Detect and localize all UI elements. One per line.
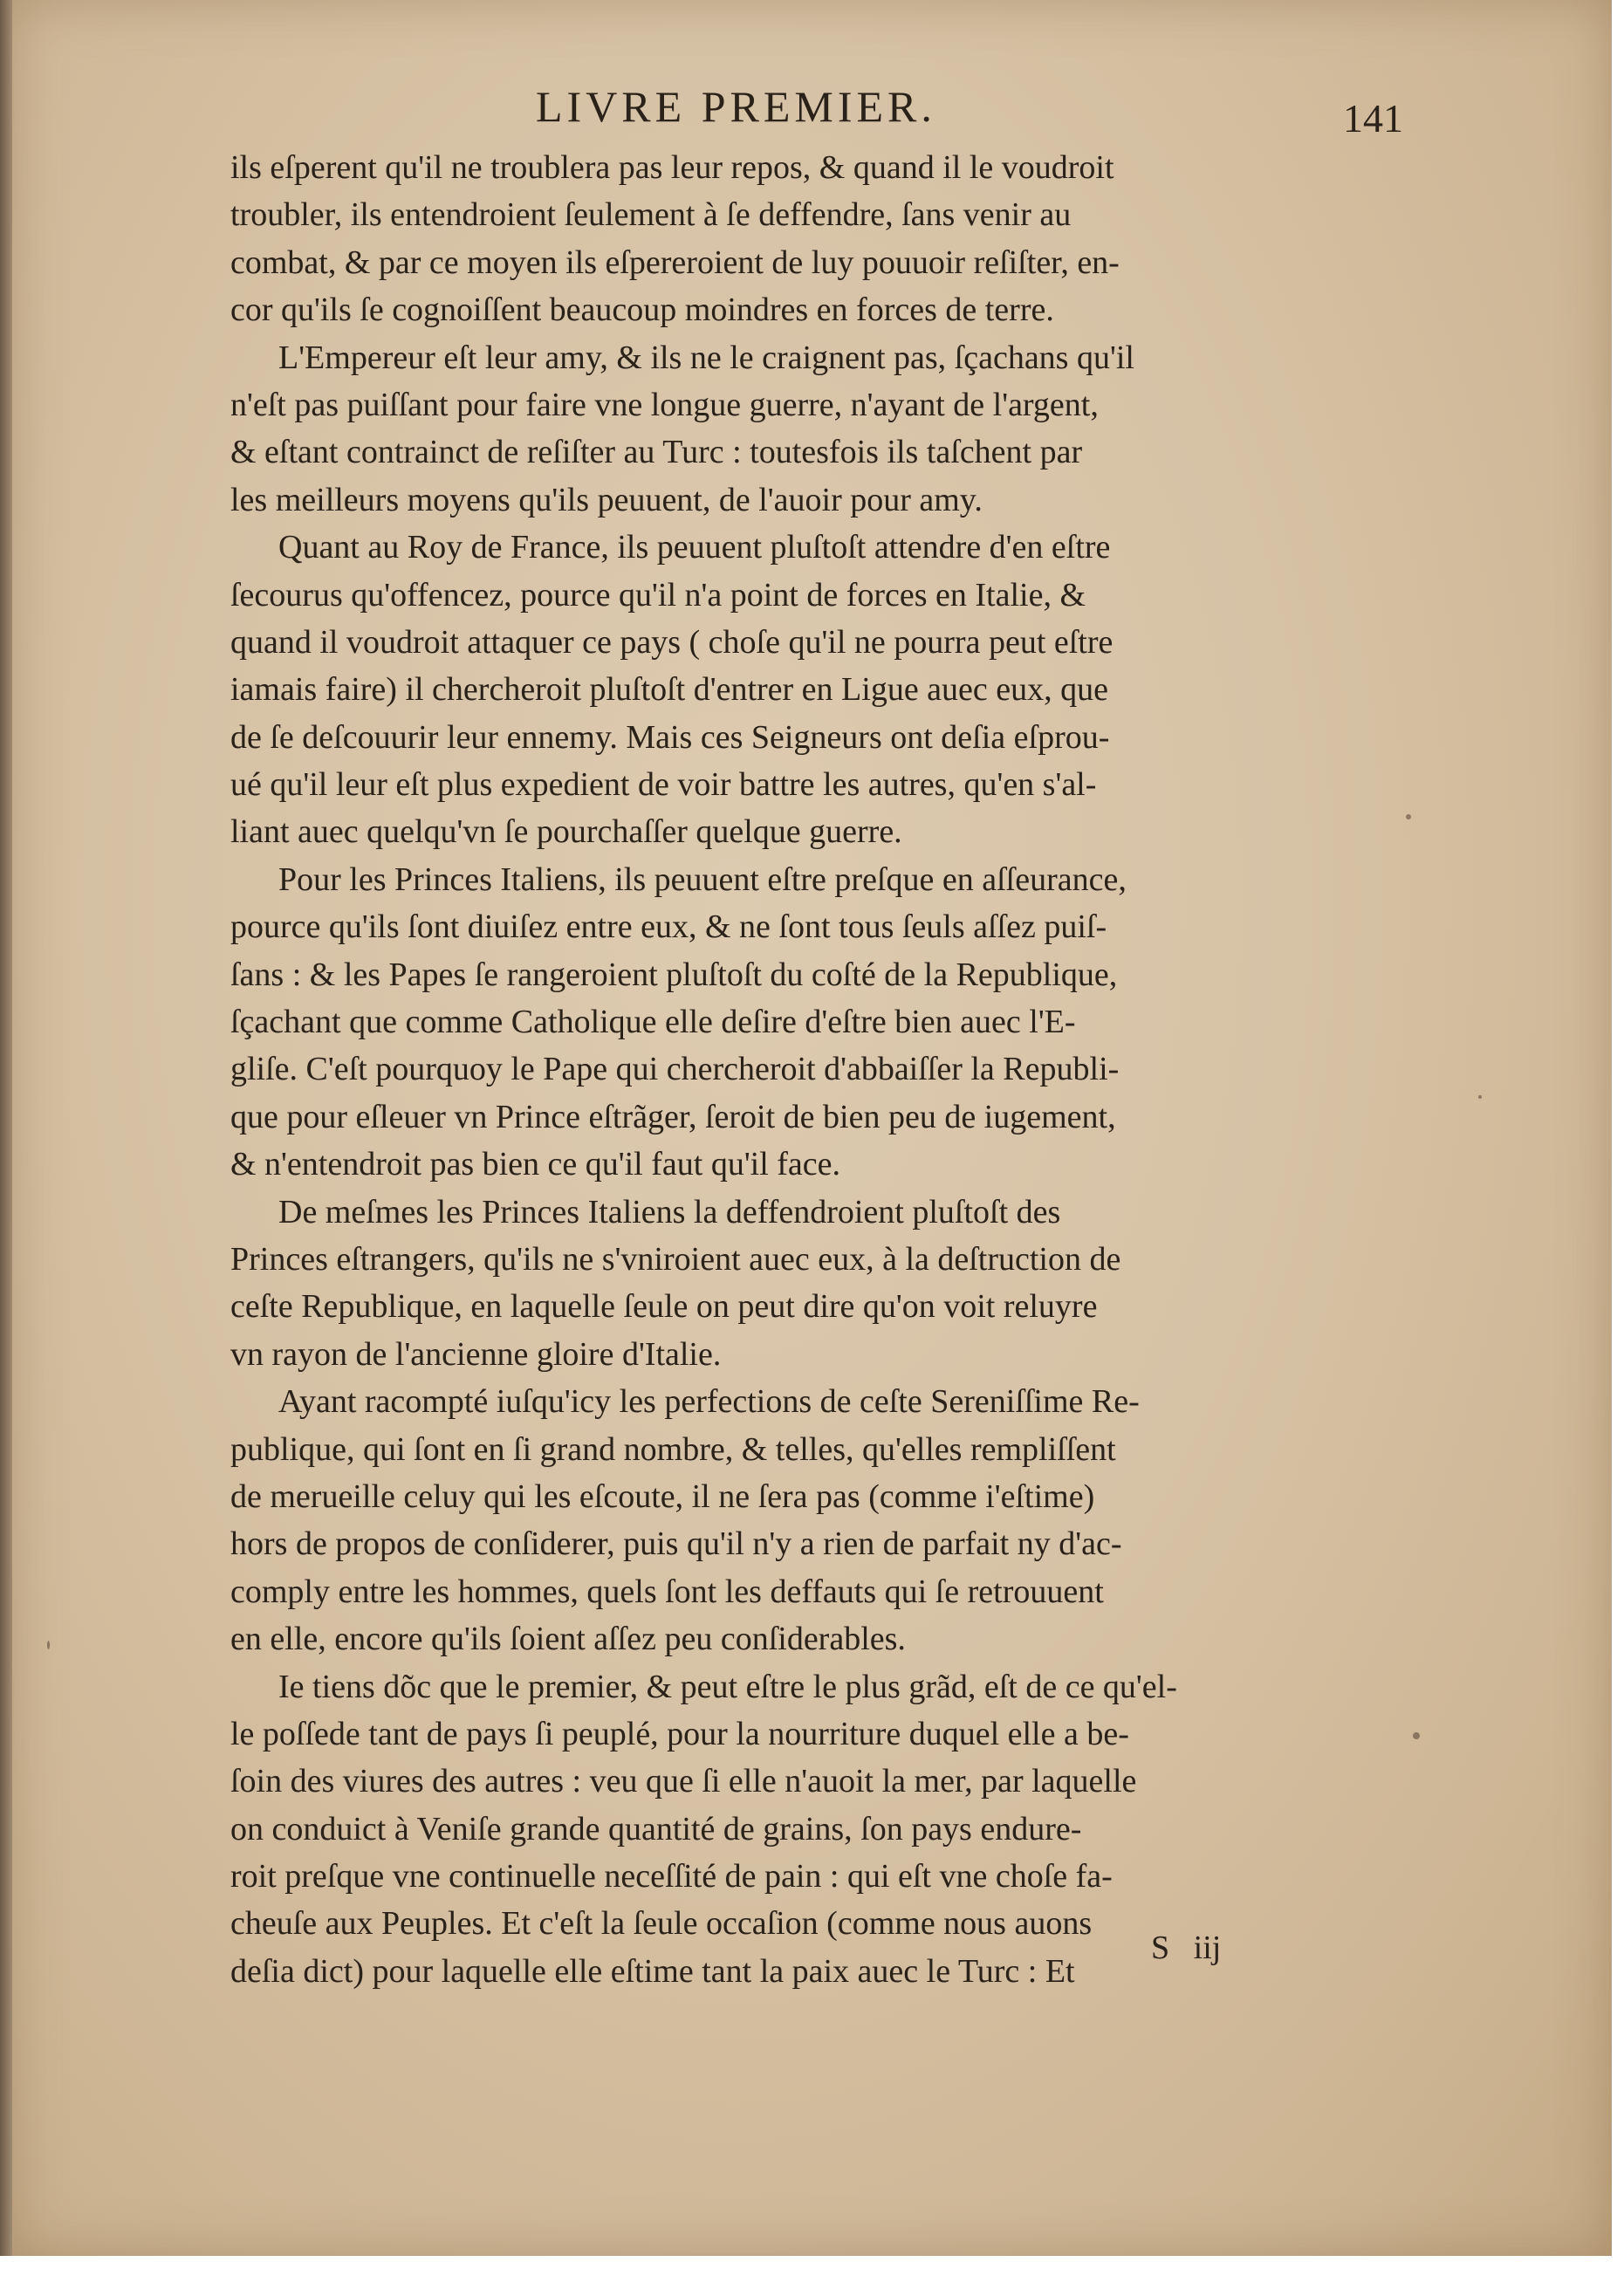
page-left-edge	[0, 0, 12, 2256]
text-line: & n'entendroit pas bien ce qu'il faut qu'il face.	[230, 1146, 841, 1183]
text-line: ceſte Republique, en laquelle ſeule on peut dire qu'on voit reluyre	[230, 1288, 1098, 1326]
text-line: ils eſperent qu'il ne troublera pas leur repos, & quand il le voudroit	[230, 149, 1114, 186]
text-line: roit preſque vne continuelle neceſſité de pain : qui eſt vne choſe fa-	[230, 1858, 1113, 1895]
text-line: ſecourus qu'offencez, pource qu'il n'a point de forces en Italie, &	[230, 576, 1086, 614]
paragraph-start-line: Pour les Princes Italiens, ils peuuent eſtre preſque en aſſeurance,	[278, 860, 1127, 898]
text-line: hors de propos de conſiderer, puis qu'il n'y a rien de parfait ny d'ac-	[230, 1525, 1122, 1563]
running-head: LIVRE PREMIER.	[536, 82, 936, 131]
paragraph-start-line: Ayant racompté iuſqu'icy les perfections de ceſte Sereniſſime Re-	[278, 1383, 1140, 1421]
text-line: troubler, ils entendroient ſeulement à ſe deffendre, ſans venir au	[230, 196, 1072, 234]
text-line: deſia dict) pour laquelle elle eſtime tant la paix auec le Turc : Et	[230, 1952, 1075, 1990]
text-line: combat, & par ce moyen ils eſpereroient de luy pouuoir reſiſter, en-	[230, 243, 1120, 281]
text-line: pource qu'ils ſont diuiſez entre eux, & ne ſont tous ſeuls aſſez puiſ-	[230, 908, 1107, 946]
text-line: ſçachant que comme Catholique elle deſire d'eſtre bien auec l'E-	[230, 1004, 1076, 1041]
text-line: liant auec quelqu'vn ſe pourchaſſer quelque guerre.	[230, 813, 902, 851]
text-line: de merueille celuy qui les eſcoute, il ne ſera pas (comme i'eſtime)	[230, 1477, 1095, 1515]
ink-speck	[1413, 1732, 1420, 1739]
signature-mark: S iij	[1151, 1930, 1222, 1966]
text-line: & eſtant contrainct de reſiſter au Turc : toutesfois ils taſchent par	[230, 434, 1083, 471]
page-bottom-margin	[0, 2256, 1624, 2269]
text-line: publique, qui ſont en ſi grand nombre, & telles, qu'elles rempliſſent	[230, 1430, 1116, 1468]
text-line: iamais faire) il chercheroit pluſtoſt d'entrer en Ligue auec eux, que	[230, 671, 1109, 709]
page-header	[12, 80, 1612, 141]
ink-speck	[1478, 1095, 1482, 1099]
ink-speck	[47, 1641, 50, 1649]
text-line: ſans : & les Papes ſe rangeroient pluſtoſt du coſté de la Republique,	[230, 956, 1118, 993]
ink-speck	[1406, 814, 1411, 819]
text-line: on conduict à Veniſe grande quantité de grains, ſon pays endure-	[230, 1810, 1082, 1847]
text-line: ué qu'il leur eſt plus expedient de voir battre les autres, qu'en s'al-	[230, 766, 1097, 804]
body-text	[230, 144, 1391, 1995]
text-line: les meilleurs moyens qu'ils peuuent, de l'auoir pour amy.	[230, 481, 983, 518]
text-line: Princes eſtrangers, qu'ils ne s'vniroient auec eux, à la deſtruction de	[230, 1240, 1121, 1278]
text-line: cheuſe aux Peuples. Et c'eſt la ſeule occaſion (comme nous auons	[230, 1905, 1093, 1943]
paragraph-start-line: Ie tiens dõc que le premier, & peut eſtre le plus grãd, eſt de ce qu'el-	[278, 1668, 1177, 1705]
text-line: le poſſede tant de pays ſi peuplé, pour la nourriture duquel elle a be-	[230, 1715, 1129, 1752]
text-line: comply entre les hommes, quels ſont les deffauts qui ſe retrouuent	[230, 1573, 1104, 1610]
paragraph-start-line: Quant au Roy de France, ils peuuent pluſtoſt attendre d'en eſtre	[278, 529, 1111, 566]
book-page	[12, 0, 1612, 2256]
paragraph-start-line: L'Empereur eſt leur amy, & ils ne le craignent pas, ſçachans qu'il	[278, 339, 1134, 376]
paragraph-start-line: De meſmes les Princes Italiens la deffendroient pluſtoſt des	[278, 1193, 1061, 1230]
text-line: que pour eſleuer vn Prince eſtrãger, ſeroit de bien peu de iugement,	[230, 1098, 1116, 1135]
page-number: 141	[1343, 96, 1403, 141]
text-line: cor qu'ils ſe cognoiſſent beaucoup moindres en forces de terre.	[230, 291, 1054, 329]
text-line: quand il voudroit attaquer ce pays ( choſe qu'il ne pourra peut eſtre	[230, 623, 1114, 661]
text-line: vn rayon de l'ancienne gloire d'Italie.	[230, 1335, 722, 1373]
text-line: gliſe. C'eſt pourquoy le Pape qui chercheroit d'abbaiſſer la Republi-	[230, 1051, 1120, 1088]
text-line: en elle, encore qu'ils ſoient aſſez peu conſiderables.	[230, 1621, 906, 1658]
text-line: ſoin des viures des autres : veu que ſi elle n'auoit la mer, par laquelle	[230, 1763, 1137, 1800]
text-line: n'eſt pas puiſſant pour faire vne longue guerre, n'ayant de l'argent,	[230, 386, 1099, 423]
text-line: de ſe deſcouurir leur ennemy. Mais ces Seigneurs ont deſia eſprou-	[230, 718, 1110, 756]
